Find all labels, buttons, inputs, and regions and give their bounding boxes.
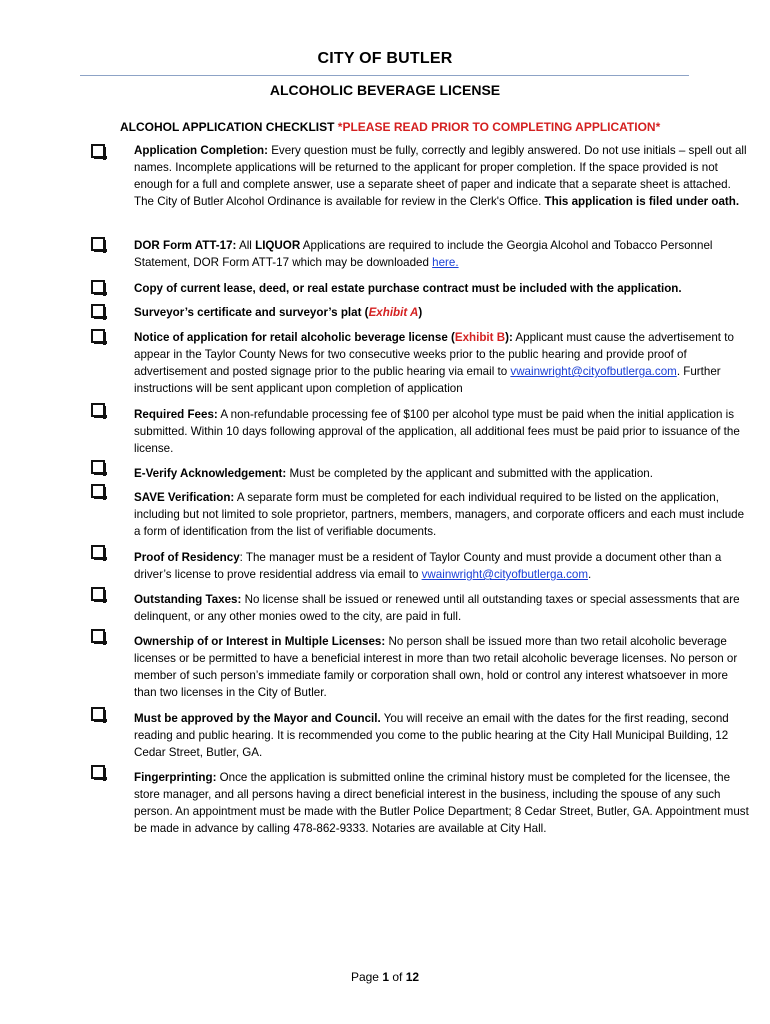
item-body: A separate form must be completed for each individual required to be listed on the application, including but not limited to sole proprietor, partners, members, managers, and corporate officers and each must include a form of identification from the list of verifiable documents. <box>134 491 745 538</box>
item-text <box>134 304 750 321</box>
checkbox-icon[interactable] <box>91 765 105 779</box>
checkbox-icon[interactable] <box>91 403 105 417</box>
item-body: No license shall be issued or renewed until all outstanding taxes or special assessments that are delinquent, or any other monies owed to the city, are paid in full. <box>134 593 740 623</box>
item-label: Copy of current lease, deed, or real estate purchase contract must be included with the application. <box>134 282 682 295</box>
exhibit-a-label: Exhibit A <box>368 306 419 319</box>
item-text <box>134 237 750 271</box>
item-body: : The manager must be a resident of Taylor County and must provide a document other than a driver’s license to prove residential address via email to <box>134 551 722 581</box>
email-link[interactable]: vwainwright@cityofbutlerga.com <box>421 568 589 581</box>
item-body-cont: . <box>588 568 592 581</box>
liquor-word: LIQUOR <box>255 239 301 252</box>
page-word: Page <box>350 970 379 984</box>
checklist-warning: *PLEASE READ PRIOR TO COMPLETING APPLICATION* <box>337 120 661 134</box>
checkbox-icon[interactable] <box>91 707 105 721</box>
item-label: E-Verify Acknowledgement: <box>134 467 287 480</box>
item-body: Must be completed by the applicant and submitted with the application. <box>286 467 653 480</box>
item-label-end: ) <box>418 306 423 319</box>
checkbox-icon[interactable] <box>91 304 105 318</box>
item-oath-note: This application is filed under oath. <box>544 195 740 208</box>
checkbox-icon[interactable] <box>91 587 105 601</box>
download-link[interactable]: here. <box>432 256 459 269</box>
item-label: Outstanding Taxes: <box>134 593 242 606</box>
item-text <box>134 769 750 837</box>
checklist-heading <box>120 120 660 134</box>
checkbox-icon[interactable] <box>91 460 105 474</box>
checkbox-icon[interactable] <box>91 484 105 498</box>
checkbox-icon[interactable] <box>91 629 105 643</box>
checkbox-icon[interactable] <box>91 545 105 559</box>
checkbox-icon[interactable] <box>91 329 105 343</box>
item-label: Application Completion: <box>134 144 268 157</box>
item-text <box>134 591 750 625</box>
item-text <box>134 710 750 761</box>
document-subtitle: ALCOHOLIC BEVERAGE LICENSE <box>269 82 501 98</box>
item-body: Every question must be fully, correctly and legibly answered. Do not use initials – spell out all names. Incomplete applications will be returned to the applicant for proper completion. If the space provided is not enough for a full and complete answer, use a separate sheet of paper and indicate that a separate sheet is attached. The City of Butler Alcohol Ordinance is available for review in the Clerk's Office. <box>134 144 747 208</box>
item-body-cont: Applications are required to include the Georgia Alcohol and Tobacco Personnel Statement, DOR Form ATT-17 which may be downloaded <box>134 239 713 269</box>
checkbox-icon[interactable] <box>91 144 105 158</box>
item-label: DOR Form ATT-17: <box>134 239 237 252</box>
item-text <box>134 489 750 540</box>
item-text <box>134 549 750 583</box>
item-label: Notice of application for retail alcoholic beverage license ( <box>134 331 455 344</box>
item-label: Proof of Residency <box>134 551 240 564</box>
item-label: Fingerprinting: <box>134 771 217 784</box>
checkbox-icon[interactable] <box>91 237 105 251</box>
page-current: 1 <box>382 970 389 984</box>
item-text <box>134 280 750 297</box>
checkbox-icon[interactable] <box>91 280 105 294</box>
item-text <box>134 465 750 482</box>
item-label: Required Fees: <box>134 408 218 421</box>
item-label: Ownership of or Interest in Multiple Licenses: <box>134 635 386 648</box>
page-total: 12 <box>405 970 420 984</box>
exhibit-b-label: Exhibit B <box>454 331 506 344</box>
item-body-cont: . Further instructions will be sent applicant upon completion of application <box>134 365 721 395</box>
item-label: SAVE Verification: <box>134 491 235 504</box>
item-text <box>134 633 750 701</box>
item-label: Surveyor’s certificate and surveyor’s plat ( <box>134 306 369 319</box>
page-number <box>0 970 770 984</box>
email-link[interactable]: vwainwright@cityofbutlerga.com <box>510 365 677 378</box>
item-body: No person shall be issued more than two retail alcoholic beverage licenses or be permitted to have a beneficial interest in more than two retail alcoholic beverage licenses. No person or member of such person’s immediate family or corporation shall own, hold or control any interest whatsoever in more than two licenses in the City of Butler. <box>134 635 738 699</box>
of-word: of <box>392 970 403 984</box>
item-label-end: ): <box>505 331 513 344</box>
title-divider <box>80 75 689 76</box>
checklist-heading-text: ALCOHOL APPLICATION CHECKLIST <box>120 120 335 134</box>
item-text <box>134 329 750 397</box>
item-body: Once the application is submitted online the criminal history must be completed for the licensee, the store manager, and all persons having a direct beneficial interest in the business, including the spouse of any such person. An appointment must be made with the Butler Police Department; 8 Cedar Street, Butler, GA. Appointment must be made in advance by calling 478-862-9333. Notaries are available at City Hall. <box>134 771 749 835</box>
item-body: A non-refundable processing fee of $100 per alcohol type must be paid when the initial application is submitted. Within 10 days following approval of the application, all additional fees must be paid prior to issuance of the license. <box>134 408 740 455</box>
document-title: CITY OF BUTLER <box>317 50 453 67</box>
item-body: All <box>236 239 256 252</box>
item-label: Must be approved by the Mayor and Council. <box>134 712 381 725</box>
item-text <box>134 406 750 457</box>
item-body: You will receive an email with the dates for the first reading, second reading and public hearing. It is recommended you come to the public hearing at the City Hall Municipal Building, 12 Cedar Street, Butler, GA. <box>134 712 729 759</box>
item-text <box>134 142 750 210</box>
item-body: Applicant must cause the advertisement to appear in the Taylor County News for two consecutive weeks prior to the public hearing and provide proof of advertisement and posted signage prior to the public hearing via email to <box>134 331 734 378</box>
